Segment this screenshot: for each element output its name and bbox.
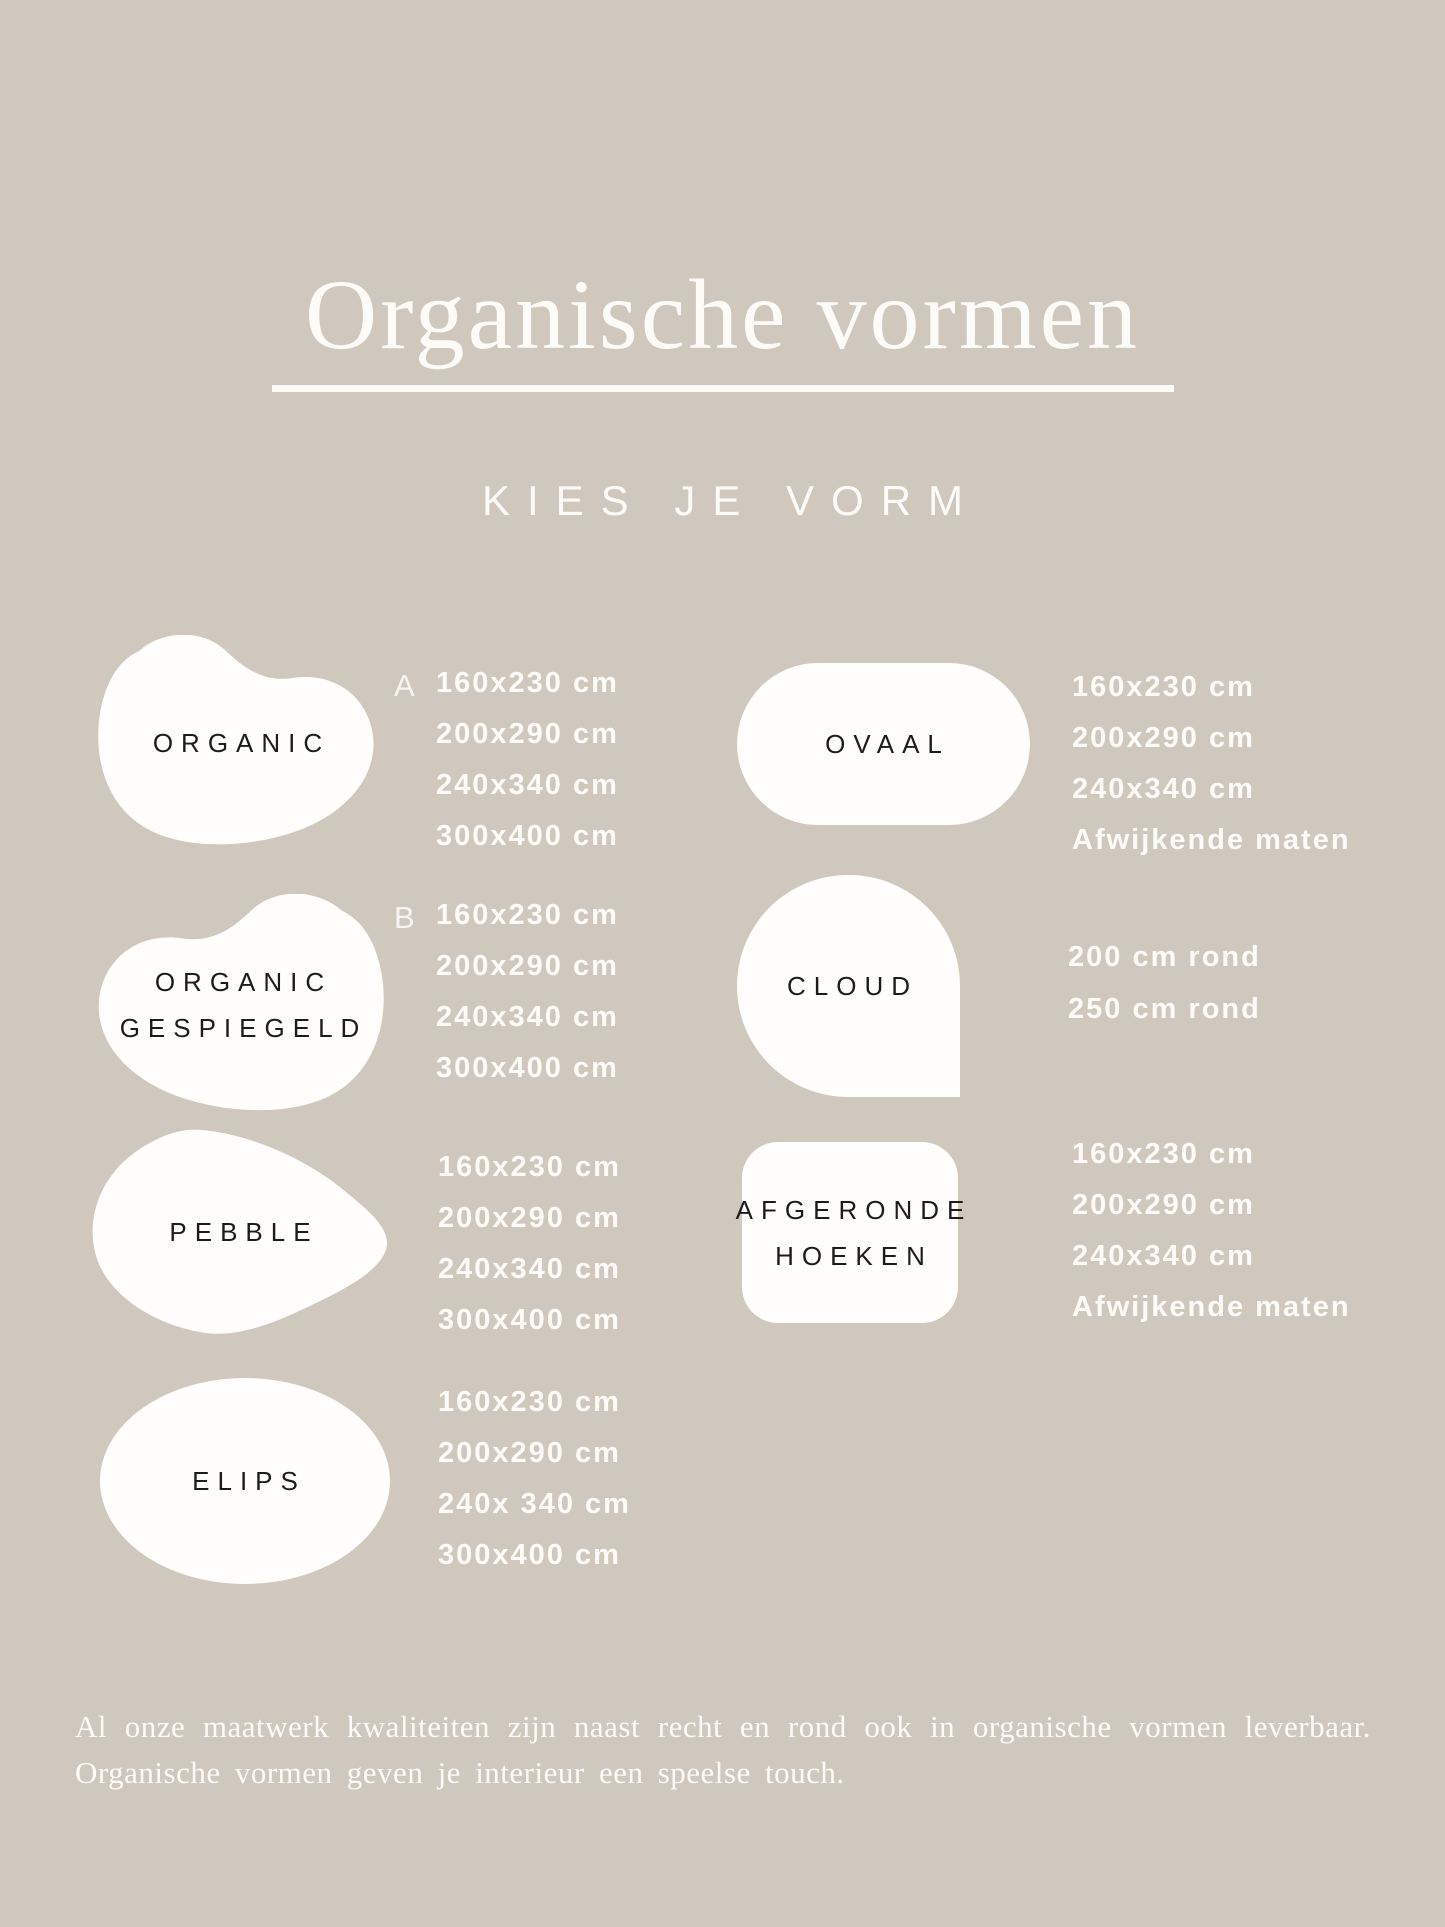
footer-description: Al onze maatwerk kwaliteiten zijn naast recht en rond ook in organische vormen leverbaar. Organische vormen geven je interieur een speelse touch. bbox=[75, 1709, 1371, 1790]
shape-cloud bbox=[737, 875, 960, 1097]
size-item: 300x400 cm bbox=[436, 820, 619, 852]
size-list-organic bbox=[436, 666, 619, 870]
size-item: 200x290 cm bbox=[436, 718, 619, 750]
size-item: 200 cm rond bbox=[1068, 941, 1261, 973]
size-item: 160x230 cm bbox=[438, 1151, 621, 1183]
shape-label-line: HOEKEN bbox=[775, 1240, 933, 1271]
shape-label-line: CLOUD bbox=[786, 971, 918, 1001]
shape-label-line: AFGERONDE bbox=[735, 1194, 973, 1225]
size-list-elips bbox=[438, 1385, 631, 1589]
size-list-cloud bbox=[1068, 940, 1261, 1044]
size-item: 240x340 cm bbox=[1072, 1240, 1255, 1272]
page-title: Organische vormen bbox=[304, 259, 1141, 370]
size-item: Afwijkende maten bbox=[1072, 824, 1351, 856]
shape-label-afgeronde-hoeken bbox=[735, 1142, 973, 1323]
size-list-pebble bbox=[438, 1150, 621, 1354]
shape-label-organic bbox=[95, 635, 380, 850]
shape-label-cloud bbox=[737, 875, 960, 1097]
kicker-text: KIES JE VORM bbox=[481, 477, 981, 524]
shape-ovaal bbox=[737, 663, 1030, 825]
size-item: Afwijkende maten bbox=[1072, 1291, 1351, 1323]
size-list-ovaal bbox=[1072, 670, 1351, 874]
shape-elips bbox=[100, 1378, 390, 1584]
shape-afgeronde-hoeken bbox=[735, 1142, 973, 1323]
size-item: 200x290 cm bbox=[436, 950, 619, 982]
size-list-organic-gespiegeld bbox=[436, 898, 619, 1102]
title-underline bbox=[272, 385, 1174, 392]
size-list-afgeronde-hoeken bbox=[1072, 1137, 1351, 1341]
shape-organic-blob bbox=[95, 635, 380, 850]
size-item: 200x290 cm bbox=[1072, 722, 1255, 754]
variant-letter-b: B bbox=[394, 900, 416, 935]
shape-label-line: ELIPS bbox=[192, 1466, 306, 1496]
size-item: 300x400 cm bbox=[436, 1052, 619, 1084]
shape-label-line: OVAAL bbox=[825, 729, 950, 759]
size-item: 160x230 cm bbox=[438, 1386, 621, 1418]
size-item: 240x340 cm bbox=[436, 769, 619, 801]
shape-label-organic-gespiegeld bbox=[92, 894, 387, 1116]
shape-label-elips bbox=[100, 1378, 390, 1584]
size-item: 200x290 cm bbox=[1072, 1189, 1255, 1221]
shape-organic-gespiegeld-blob bbox=[92, 894, 387, 1116]
shape-label-line: GESPIEGELD bbox=[119, 1013, 368, 1043]
size-item: 200x290 cm bbox=[438, 1437, 621, 1469]
shape-label-ovaal bbox=[737, 663, 1030, 825]
size-item: 250 cm rond bbox=[1068, 993, 1261, 1025]
shape-label-line: PEBBLE bbox=[169, 1216, 319, 1247]
shape-label-line: ORGANIC bbox=[152, 727, 331, 758]
shape-label-pebble bbox=[90, 1128, 390, 1335]
size-item: 240x340 cm bbox=[1072, 773, 1255, 805]
shape-pebble bbox=[90, 1128, 390, 1335]
size-item: 160x230 cm bbox=[436, 899, 619, 931]
size-item: 240x 340 cm bbox=[438, 1488, 631, 1520]
size-item: 160x230 cm bbox=[436, 667, 619, 699]
size-item: 240x340 cm bbox=[438, 1253, 621, 1285]
size-item: 160x230 cm bbox=[1072, 1138, 1255, 1170]
shape-label-line: ORGANIC bbox=[154, 967, 333, 997]
size-item: 240x340 cm bbox=[436, 1001, 619, 1033]
size-item: 160x230 cm bbox=[1072, 671, 1255, 703]
size-item: 300x400 cm bbox=[438, 1539, 621, 1571]
size-item: 300x400 cm bbox=[438, 1304, 621, 1336]
variant-letter-a: A bbox=[394, 668, 416, 703]
size-item: 200x290 cm bbox=[438, 1202, 621, 1234]
